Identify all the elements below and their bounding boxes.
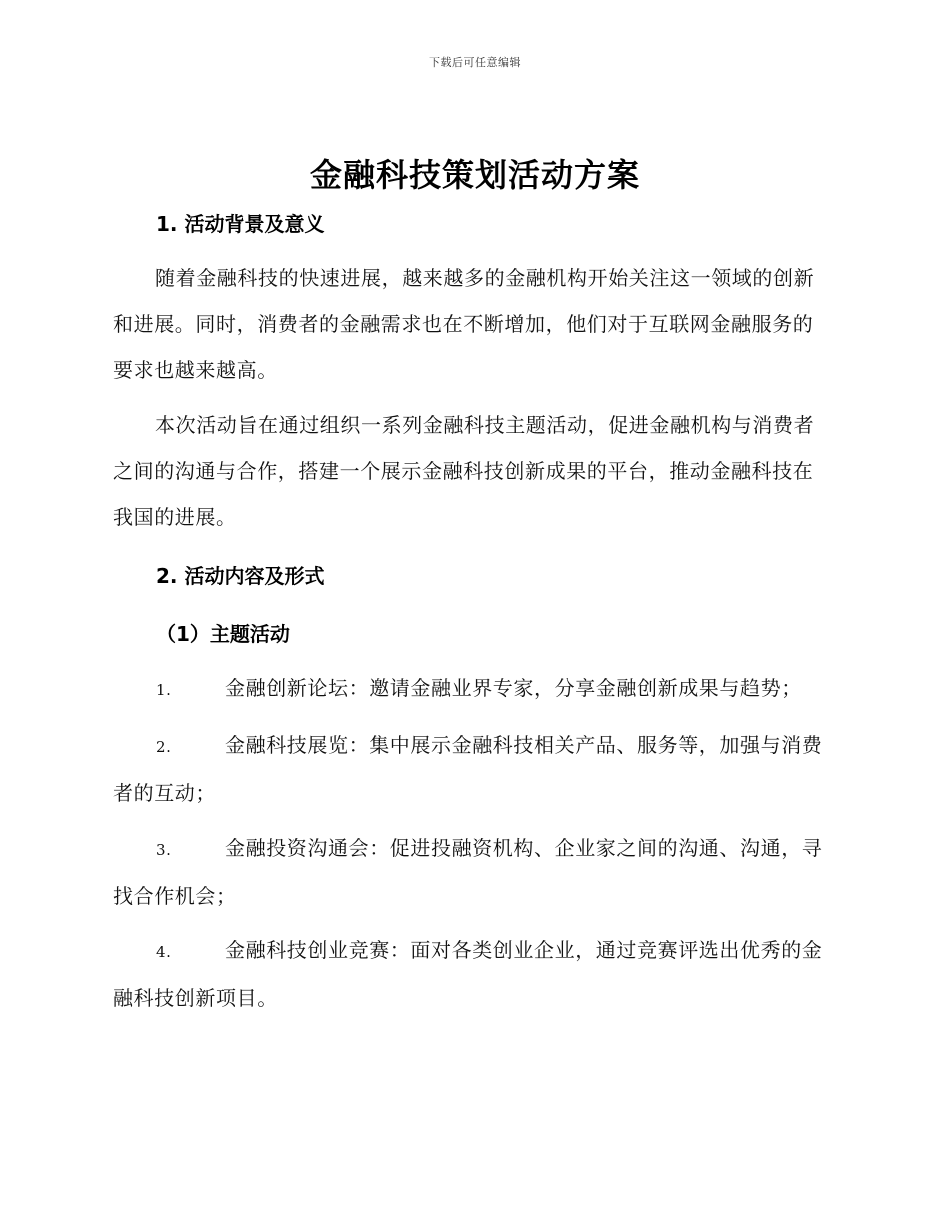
list-item-text: 金融投资沟通会：促进投融资机构、企业家之间的沟通、沟通，寻找合作机会； <box>113 836 823 908</box>
list-item-number: 3. <box>156 841 172 859</box>
list-item-number: 1. <box>156 681 172 699</box>
list-item <box>113 665 833 713</box>
paragraph-background: 随着金融科技的快速进展，越来越多的金融机构开始关注这一领域的创新和进展。同时，消费者的金融需求也在不断增加，他们对于互联网金融服务的要求也越来越高。 <box>113 266 815 382</box>
paragraph-purpose: 本次活动旨在通过组织一系列金融科技主题活动，促进金融机构与消费者之间的沟通与合作，搭建一个展示金融科技创新成果的平台，推动金融科技在我国的进展。 <box>113 413 815 529</box>
list-item <box>113 927 833 1021</box>
section-heading-background: 1. 活动背景及意义 <box>156 212 325 236</box>
list-item-text: 金融科技展览：集中展示金融科技相关产品、服务等，加强与消费者的互动； <box>113 733 823 805</box>
list-item-text: 金融科技创业竞赛：面对各类创业企业，通过竞赛评选出优秀的金融科技创新项目。 <box>113 938 823 1010</box>
list-item-text: 金融创新论坛：邀请金融业界专家，分享金融创新成果与趋势； <box>225 676 802 700</box>
section-heading-content: 2. 活动内容及形式 <box>156 564 325 588</box>
list-item <box>113 825 833 919</box>
list-item-number: 2. <box>156 738 172 756</box>
document-title: 金融科技策划活动方案 <box>309 156 640 194</box>
list-item <box>113 722 833 816</box>
header-note: 下载后可任意编辑 <box>429 56 521 69</box>
list-item-number: 4. <box>156 943 172 961</box>
subheading-theme-activities: （1）主题活动 <box>156 622 290 646</box>
